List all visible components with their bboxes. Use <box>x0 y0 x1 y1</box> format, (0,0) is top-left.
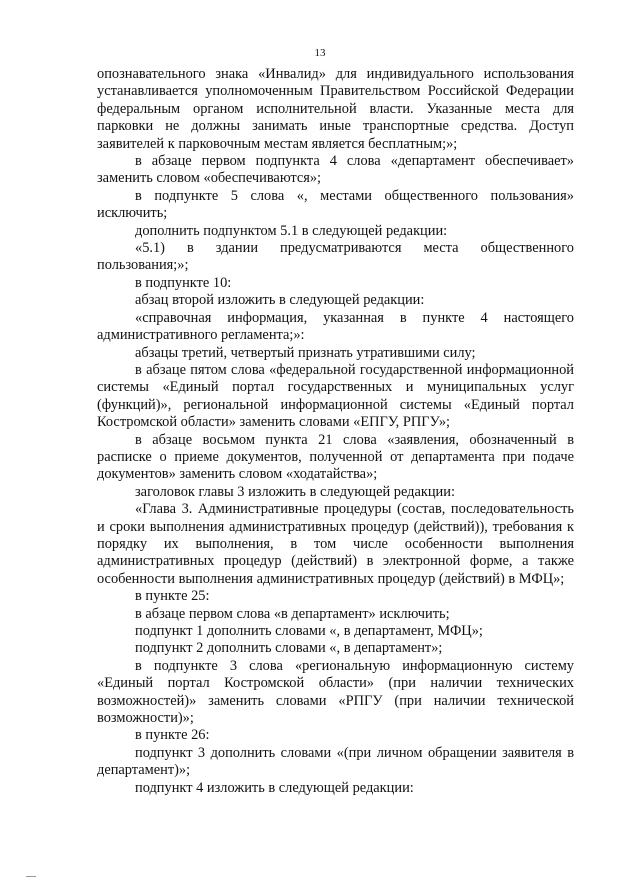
page-number: 13 <box>314 47 326 59</box>
paragraph: абзацы третий, четвертый признать утратившими силу; <box>135 344 476 361</box>
paragraph: в абзаце восьмом пункта 21 слова «заявления, обозначенный в расписке о приеме документов, полученной от департамента при подаче документов» заменить словом «ходатайства»; <box>97 431 574 483</box>
paragraph: в подпункте 5 слова «, местами общественного пользования» исключить; <box>97 187 574 222</box>
paragraph: подпункт 1 дополнить словами «, в департамент, МФЦ»; <box>135 623 483 639</box>
paragraph: дополнить подпунктом 5.1 в следующей редакции: <box>135 222 448 239</box>
paragraph: в подпункте 10: <box>135 274 232 291</box>
scan-mark <box>26 876 36 877</box>
paragraph: в подпункте 3 слова «региональную информационную систему «Единый портал Костромской области» (при наличии технических возможностей)» заменить словами «РПГУ (при наличии технической возможности)»; <box>97 657 574 727</box>
paragraph: заголовок главы 3 изложить в следующей редакции: <box>135 483 455 500</box>
paragraph: подпункт 2 дополнить словами «, в департамент»; <box>135 640 443 657</box>
paragraph: опознавательного знака «Инвалид» для индивидуального использования устанавливается уполномоченным Правительством Российской Федерации федеральным органом исполнительной власти. Указанные места для парковки не должны занимать иные транспортные средства. Доступ заявителей к парковочным местам является бесплатным;»; <box>97 66 574 152</box>
paragraph: «Глава 3. Административные процедуры (состав, последовательность и сроки выполнения административных процедур (действий)), требования к порядку их выполнения, в том числе особенности выполнения административных процедур (действий) в электронной форме, а также особенности выполнения административных процедур (действий) в МФЦ»; <box>97 501 574 587</box>
paragraph: в абзаце первом подпункта 4 слова «департамент обеспечивает» заменить словом «обеспечиваются»; <box>97 153 574 187</box>
paragraph: подпункт 4 изложить в следующей редакции: <box>135 779 414 796</box>
paragraph: в пункте 26: <box>135 727 210 744</box>
paragraph: в абзаце пятом слова «федеральной государственной информационной системы «Единый портал государственных и муниципальных услуг (функций)», региональной информационной системы «Единый портал Костромской области» заменить словами «ЕПГУ, РПГУ»; <box>97 361 574 431</box>
paragraph: «5.1) в здании предусматриваются места общественного пользования;»; <box>97 240 574 274</box>
paragraph: абзац второй изложить в следующей редакции: <box>135 292 425 309</box>
paragraph: в пункте 25: <box>135 588 210 605</box>
paragraph: в абзаце первом слова «в департамент» исключить; <box>135 605 450 622</box>
document-body <box>97 66 574 797</box>
paragraph: подпункт 3 дополнить словами «(при личном обращении заявителя в департамент)»; <box>97 744 574 779</box>
paragraph: «справочная информация, указанная в пункте 4 настоящего административного регламента;»: <box>97 309 574 344</box>
